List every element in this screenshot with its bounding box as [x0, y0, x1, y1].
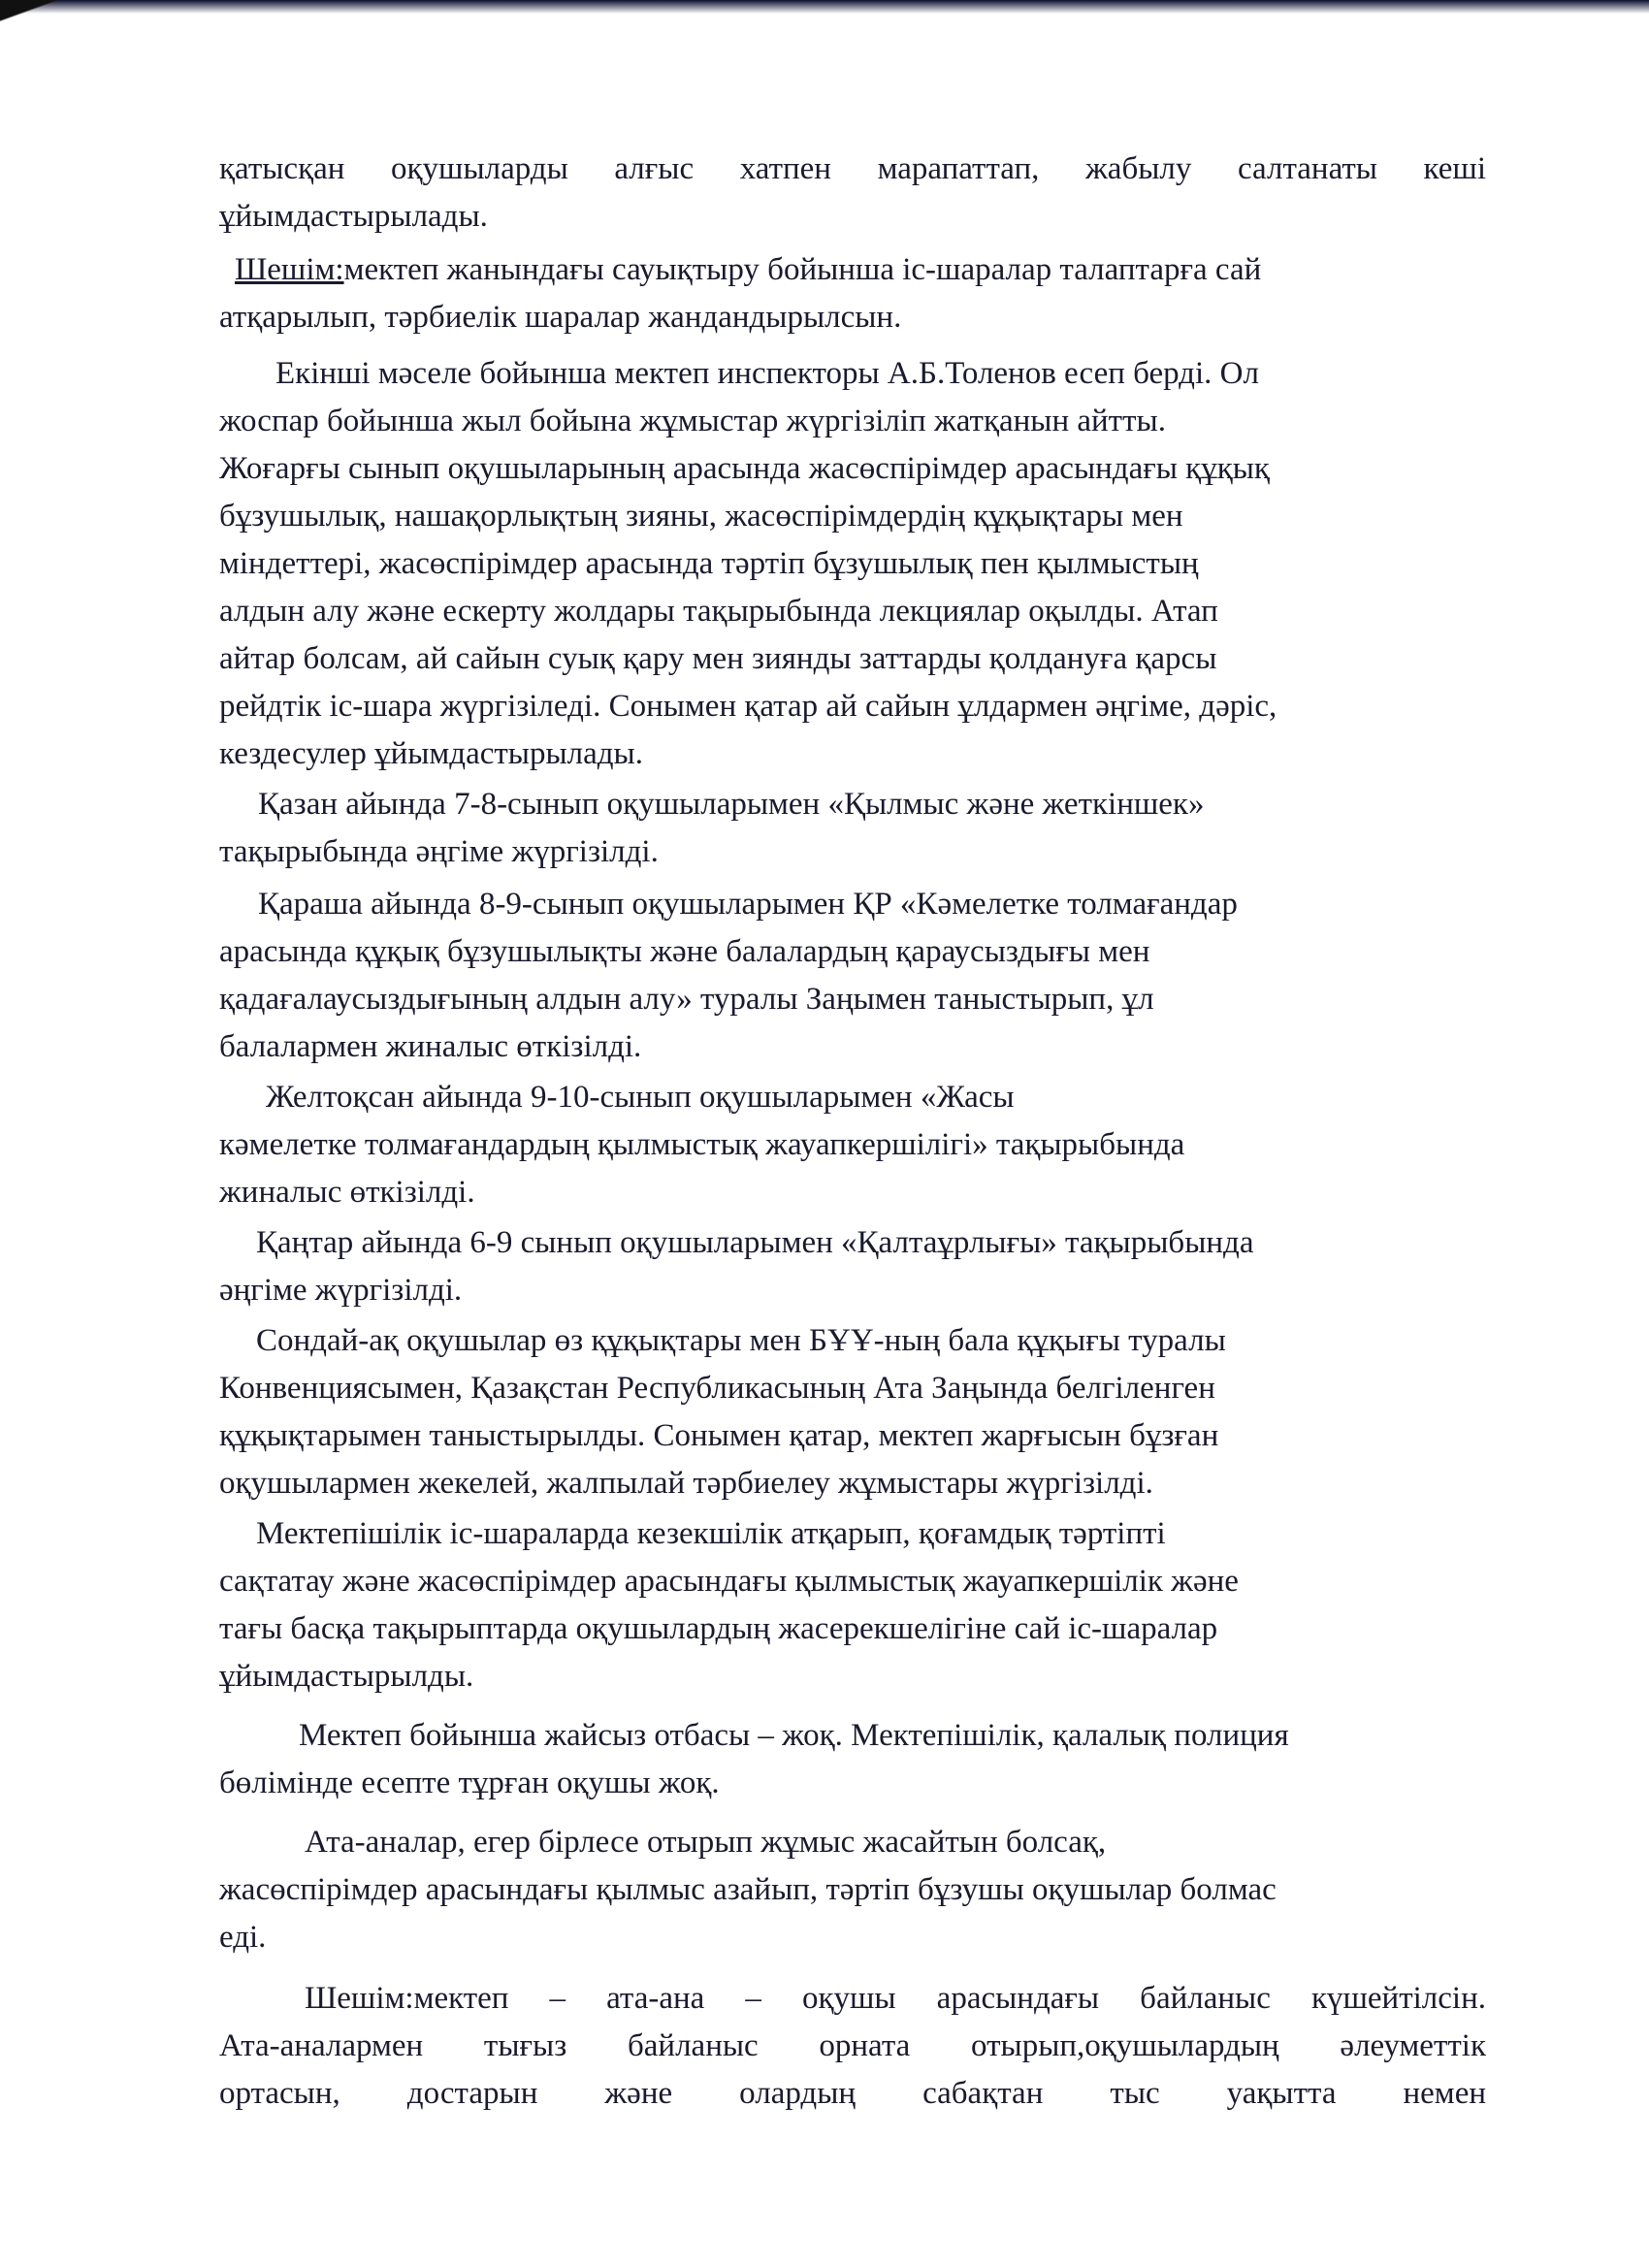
- text-line: жоспар бойынша жыл бойына жұмыстар жүргізіліп жатқанын айтты.: [219, 404, 1166, 438]
- paragraph-rights: [219, 1317, 1486, 1507]
- text-line: еді.: [219, 1920, 267, 1955]
- text-line: Сондай-ақ оқушылар өз құқықтары мен БҰҰ-ның бала құқығы туралы: [256, 1323, 1226, 1358]
- text-line: балалармен жиналыс өткізілді.: [219, 1029, 642, 1064]
- text-line: Мектепішілік іс-шараларда кезекшілік атқарып, қоғамдық тәртіпті: [256, 1516, 1166, 1551]
- text-line: Шешім:мектеп – ата-ана – оқушы арасындағы байланыс күшейтілсін.: [305, 1981, 1486, 2016]
- text-line: оқушылармен жекелей, жалпылай тәрбиелеу жұмыстары жүргізілді.: [219, 1466, 1153, 1501]
- text-line: құқықтарымен таныстырылды. Сонымен қатар, мектеп жарғысын бұзған: [219, 1418, 1219, 1453]
- scan-top-border: [0, 0, 1649, 14]
- text-line: міндеттері, жасөспірімдер арасында тәртіп бұзушылық пен қылмыстың: [219, 546, 1199, 581]
- text-line: қадағалаусыздығының алдын алу» туралы Заңымен таныстырып, ұл: [219, 982, 1154, 1017]
- paragraph-decision-2: [219, 1975, 1486, 2118]
- paragraph-awards: [219, 146, 1486, 241]
- text-line: Ата-аналармен тығыз байланыс орната отырып,оқушылардың әлеуметтік: [219, 2028, 1486, 2063]
- text-line: Қазан айында 7-8-сынып оқушыларымен «Қылмыс және жеткіншек»: [258, 787, 1205, 822]
- paragraph-january: [219, 1219, 1486, 1314]
- paragraph-decision-1: [219, 246, 1486, 341]
- scan-corner-shadow: [0, 0, 126, 291]
- decision-label: Шешім:: [235, 252, 344, 287]
- text-line: Жоғарғы сынып оқушыларының арасында жасөспірімдер арасындағы құқық: [219, 451, 1270, 486]
- paragraph-december: [219, 1074, 1486, 1216]
- text-line: Екінші мәселе бойынша мектеп инспекторы А.Б.Толенов есеп берді. Ол: [275, 356, 1259, 391]
- text-line: сақтатау және жасөспірімдер арасындағы қылмыстық жауапкершілік және: [219, 1564, 1239, 1599]
- text-line: Конвенциясымен, Қазақстан Республикасының Ата Заңында белгіленген: [219, 1371, 1215, 1406]
- text-line: ұйымдастырылды.: [219, 1659, 474, 1694]
- text-line: кездесулер ұйымдастырылады.: [219, 736, 643, 771]
- text-line: кәмелетке толмағандардың қылмыстық жауапкершілігі» тақырыбында: [219, 1127, 1185, 1162]
- text-line: Мектеп бойынша жайсыз отбасы – жоқ. Мектепішілік, қалалық полиция: [299, 1718, 1289, 1753]
- paragraph-duty: [219, 1510, 1486, 1701]
- paragraph-october: [219, 781, 1486, 876]
- document-page: [219, 146, 1486, 2118]
- decision-text: мектеп жанындағы сауықтыру бойынша іс-шаралар талаптарға сай: [343, 252, 1262, 287]
- text-line: [219, 246, 1486, 294]
- text-line: ортасын, достарын және олардың сабақтан тыс уақытта немен: [219, 2076, 1486, 2111]
- text-line: бұзушылық, нашақорлықтың зияны, жасөспірімдердің құқықтары мен: [219, 499, 1183, 534]
- paragraph-families: [219, 1712, 1486, 1807]
- text-line: жиналыс өткізілді.: [219, 1175, 475, 1210]
- paragraph-parents: [219, 1819, 1486, 1961]
- text-line: Желтоқсан айында 9-10-сынып оқушыларымен «Жасы: [266, 1080, 1015, 1115]
- text-line: әңгіме жүргізілді.: [219, 1273, 463, 1308]
- text-line: алдын алу және ескерту жолдары тақырыбында лекциялар оқылды. Атап: [219, 594, 1218, 629]
- text-line: айтар болсам, ай сайын суық қару мен зиянды заттарды қолдануға қарсы: [219, 641, 1217, 676]
- text-line: рейдтік іс-шара жүргізіледі. Сонымен қатар ай сайын ұлдармен әңгіме, дәріс,: [219, 689, 1277, 724]
- paragraph-report: [219, 350, 1486, 778]
- text-line: жасөспірімдер арасындағы қылмыс азайып, тәртіп бұзушы оқушылар болмас: [219, 1872, 1277, 1907]
- text-line: қатысқан оқушыларды алғыс хатпен марапаттап, жабылу салтанаты кеші: [219, 151, 1486, 186]
- paragraph-november: [219, 881, 1486, 1071]
- text-line: ұйымдастырылады.: [219, 199, 488, 234]
- text-line: Ата-аналар, егер бірлесе отырып жұмыс жасайтын болсақ,: [305, 1825, 1107, 1860]
- text-line: тақырыбында әңгіме жүргізілді.: [219, 834, 659, 869]
- text-line: Қараша айында 8-9-сынып оқушыларымен ҚР «Кәмелетке толмағандар: [258, 887, 1238, 922]
- text-line: Қаңтар айында 6-9 сынып оқушыларымен «Қалтаұрлығы» тақырыбында: [256, 1225, 1254, 1260]
- text-line: атқарылып, тәрбиелік шаралар жандандырылсын.: [219, 300, 902, 335]
- text-line: арасында құқық бұзушылықты және балалардың қараусыздығы мен: [219, 934, 1150, 969]
- text-line: бөлімінде есепте тұрған оқушы жоқ.: [219, 1766, 720, 1800]
- text-line: тағы басқа тақырыптарда оқушылардың жасерекшелігіне сай іс-шаралар: [219, 1611, 1218, 1646]
